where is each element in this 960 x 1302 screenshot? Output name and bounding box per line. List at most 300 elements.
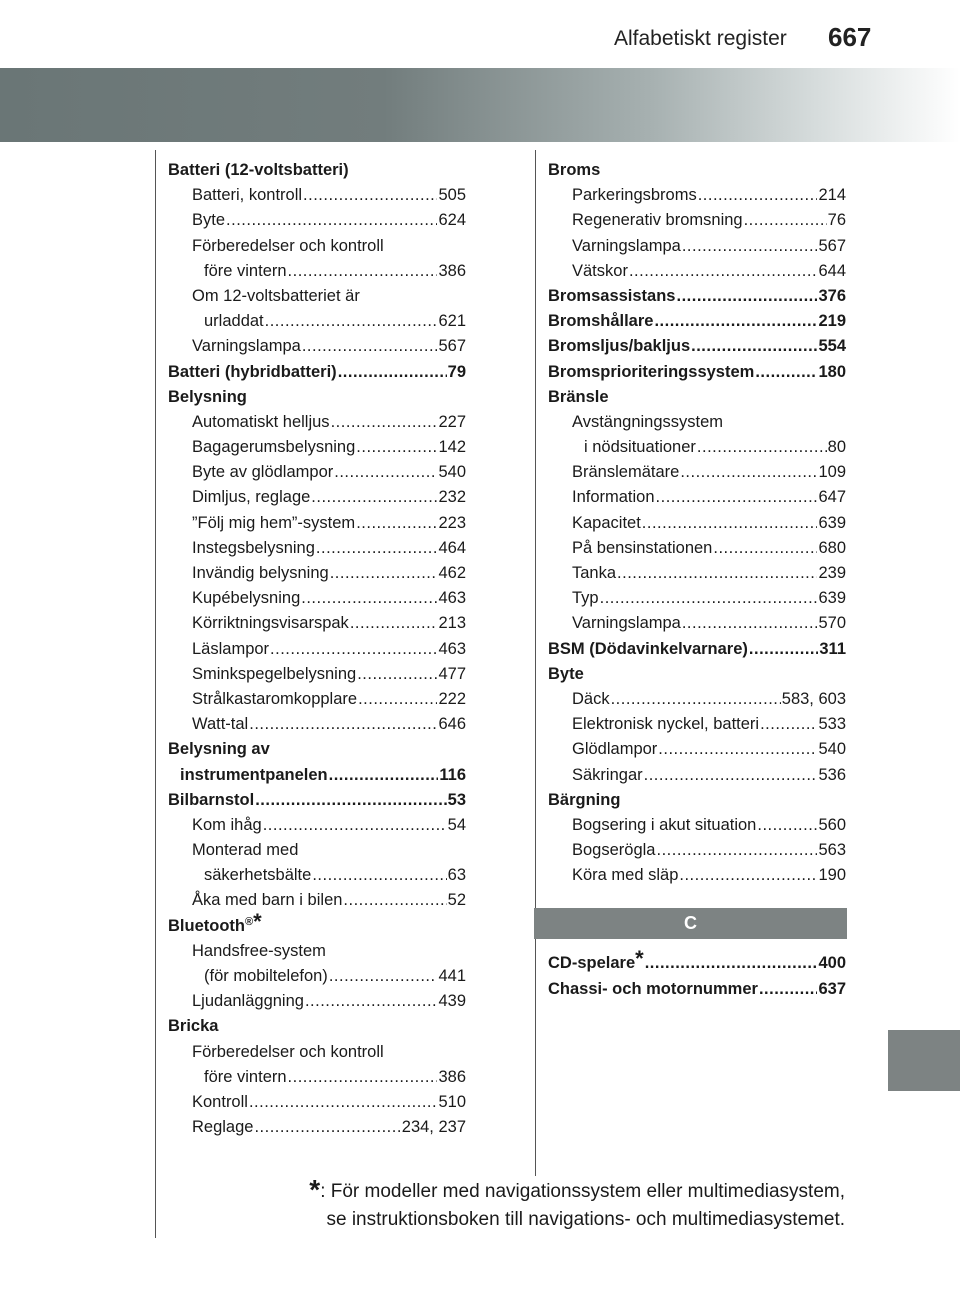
- dot-leader: [698, 183, 818, 208]
- index-entry[interactable]: [168, 964, 466, 989]
- page-reference[interactable]: 76: [827, 211, 846, 230]
- index-entry[interactable]: [548, 183, 846, 208]
- entry-term-text: Sminkspegelbelysning: [192, 664, 357, 683]
- page-reference[interactable]: 639: [818, 589, 846, 608]
- index-entry[interactable]: [168, 687, 466, 712]
- page-reference[interactable]: 239: [818, 564, 846, 582]
- entry-term-text: Typ: [572, 589, 599, 608]
- dot-leader: [263, 813, 447, 838]
- page-reference[interactable]: 680: [818, 538, 846, 557]
- dot-leader: [343, 888, 446, 913]
- entry-term: [192, 334, 301, 359]
- dot-leader: [358, 687, 437, 712]
- entry-term-text: Förberedelser och kontroll: [192, 1042, 384, 1061]
- index-entry[interactable]: [548, 712, 846, 737]
- entry-term-text: Ljudanläggning: [192, 992, 304, 1011]
- dot-leader: [301, 586, 437, 611]
- entry-term: [192, 536, 315, 561]
- page-reference[interactable]: 477: [438, 664, 466, 683]
- entry-term-text: Bluetooth: [168, 916, 245, 935]
- index-entry[interactable]: [168, 309, 466, 334]
- entry-term-text: Bricka: [168, 1017, 219, 1036]
- index-entry[interactable]: [548, 561, 846, 586]
- entry-term: [192, 813, 262, 838]
- page-reference[interactable]: 222: [438, 689, 466, 708]
- footnote-line-1: : För modeller med navigationssystem eller multimediasystem,: [320, 1181, 845, 1202]
- page-reference[interactable]: 400: [818, 954, 846, 973]
- index-entry[interactable]: [168, 460, 466, 485]
- index-entry[interactable]: [548, 946, 846, 976]
- entry-term-text: Parkeringsbroms: [572, 186, 697, 205]
- dot-leader: [270, 637, 437, 662]
- dot-leader: [644, 763, 818, 788]
- index-entry[interactable]: [168, 611, 466, 636]
- index-entry[interactable]: [168, 208, 466, 233]
- page-reference[interactable]: 560: [818, 815, 846, 834]
- index-entry[interactable]: [548, 158, 846, 183]
- dot-leader: [680, 460, 817, 485]
- entry-term: [572, 863, 678, 888]
- index-entry[interactable]: [548, 435, 846, 460]
- entry-term: [192, 989, 304, 1014]
- entry-term-text: Batteri (hybridbatteri): [168, 362, 337, 381]
- entry-term: [204, 1065, 287, 1090]
- dot-leader: [249, 712, 437, 737]
- page-reference[interactable]: 311: [819, 639, 846, 658]
- page-reference[interactable]: 540: [438, 463, 466, 482]
- page-reference[interactable]: 463: [438, 639, 466, 658]
- page-reference[interactable]: 510: [438, 1092, 466, 1111]
- footnote-star: *: [253, 908, 262, 934]
- entry-term: [192, 662, 356, 687]
- index-entry[interactable]: [548, 284, 846, 309]
- entry-term-text: Batteri, kontroll: [192, 186, 303, 205]
- index-entry[interactable]: [168, 385, 466, 410]
- entry-term-text: Instegsbelysning: [192, 538, 315, 557]
- entry-term: [192, 561, 329, 586]
- entry-term-text: i nödsituationer: [584, 438, 696, 457]
- entry-term-text: Tanka: [572, 564, 617, 582]
- entry-term-text: Monterad med: [192, 841, 299, 860]
- entry-term-text: Reglage: [192, 1118, 254, 1137]
- dot-leader: [338, 360, 447, 385]
- index-entry[interactable]: [548, 460, 846, 485]
- entry-term-text: Information: [572, 488, 655, 507]
- page-reference[interactable]: 644: [818, 261, 846, 280]
- entry-term: [572, 712, 759, 737]
- entry-term-text: före vintern: [204, 1067, 287, 1086]
- page-reference[interactable]: 234, 237: [401, 1118, 466, 1137]
- entry-term-text: Varningslampa: [572, 614, 681, 633]
- index-entry[interactable]: [548, 485, 846, 510]
- index-entry[interactable]: [548, 838, 846, 863]
- index-entry[interactable]: [168, 561, 466, 586]
- dot-leader: [676, 284, 817, 309]
- index-entry[interactable]: [168, 888, 466, 913]
- page-reference[interactable]: 386: [438, 1067, 466, 1086]
- index-entry[interactable]: [168, 485, 466, 510]
- chapter-tab: [888, 1030, 960, 1091]
- dot-leader: [611, 687, 781, 712]
- index-entry[interactable]: [168, 586, 466, 611]
- entry-term-text: Varningslampa: [192, 337, 301, 356]
- page-reference[interactable]: 376: [818, 286, 846, 305]
- entry-term-text: Vätskor: [572, 261, 628, 280]
- index-entry[interactable]: [168, 662, 466, 687]
- left-divider: [155, 150, 156, 1238]
- entry-term-text: Kupébelysning: [192, 589, 301, 608]
- dot-leader: [679, 863, 817, 888]
- dot-leader: [600, 586, 818, 611]
- dot-leader: [249, 1090, 438, 1115]
- entry-term: [168, 1014, 218, 1039]
- page-reference[interactable]: 227: [438, 412, 466, 431]
- index-entry[interactable]: [168, 989, 466, 1014]
- dot-leader: [303, 183, 437, 208]
- entry-term: [572, 611, 681, 636]
- page-reference[interactable]: 223: [438, 513, 466, 532]
- entry-term-text: (för mobiltelefon): [204, 967, 328, 985]
- dot-leader: [356, 435, 437, 460]
- entry-term: [572, 813, 756, 838]
- index-entry[interactable]: [548, 208, 846, 233]
- dot-leader: [312, 863, 446, 888]
- dot-leader: [744, 208, 827, 233]
- page-reference[interactable]: 52: [447, 891, 466, 910]
- entry-term: [192, 637, 269, 662]
- index-entry[interactable]: [168, 1014, 466, 1039]
- dot-leader: [629, 259, 818, 284]
- entry-term-text: Däck: [572, 689, 610, 708]
- index-entry[interactable]: [168, 712, 466, 737]
- page-reference[interactable]: 463: [438, 589, 466, 608]
- index-entry[interactable]: [548, 977, 846, 1002]
- dot-leader: [682, 611, 818, 636]
- dot-leader: [656, 838, 817, 863]
- dot-leader: [654, 309, 817, 334]
- dot-leader: [656, 485, 818, 510]
- index-entry[interactable]: [548, 637, 846, 662]
- entry-term: [548, 946, 644, 976]
- entry-term: [180, 763, 328, 788]
- entry-term: [204, 863, 311, 888]
- entry-term-text: Broms: [548, 161, 601, 179]
- entry-term-text: Bromsprioriteringssystem: [548, 362, 755, 381]
- entry-term-text: Bromsassistans: [548, 286, 676, 305]
- registered-mark: ®: [244, 915, 254, 928]
- entry-term: [572, 561, 616, 586]
- entry-term: [572, 687, 610, 712]
- page-reference[interactable]: 639: [818, 513, 846, 532]
- page-reference[interactable]: 439: [438, 992, 466, 1011]
- entry-term: [204, 309, 264, 334]
- dot-leader: [255, 788, 446, 813]
- entry-term: [192, 208, 225, 233]
- index-entry[interactable]: [168, 763, 466, 788]
- entry-term: [572, 183, 697, 208]
- index-entry[interactable]: [168, 183, 466, 208]
- entry-term: [548, 284, 675, 309]
- index-entry[interactable]: [168, 863, 466, 888]
- index-entry[interactable]: [168, 536, 466, 561]
- entry-term: [572, 460, 679, 485]
- page-reference[interactable]: 386: [438, 261, 466, 280]
- entry-term-text: Om 12-voltsbatteriet är: [192, 286, 360, 305]
- entry-term: [572, 234, 681, 259]
- entry-term-text: instrumentpanelen: [180, 765, 328, 784]
- page-reference[interactable]: 647: [818, 488, 846, 507]
- entry-term: [192, 888, 342, 913]
- index-entry[interactable]: [168, 1090, 466, 1115]
- index-entry[interactable]: [548, 334, 846, 359]
- page-reference[interactable]: 53: [447, 790, 466, 809]
- index-entry[interactable]: [168, 637, 466, 662]
- entry-term: [192, 838, 298, 863]
- entry-term-text: Invändig belysning: [192, 564, 329, 582]
- page-reference[interactable]: 213: [438, 614, 466, 633]
- index-entry[interactable]: [168, 334, 466, 359]
- page-reference[interactable]: 540: [818, 740, 846, 759]
- index-entry[interactable]: [168, 511, 466, 536]
- dot-leader: [302, 334, 438, 359]
- entry-term: [572, 586, 599, 611]
- dot-leader: [749, 637, 818, 662]
- index-entry[interactable]: [548, 511, 846, 536]
- index-column-left: [168, 158, 466, 1140]
- page-reference[interactable]: 63: [447, 866, 466, 885]
- page-number: 667: [828, 22, 872, 52]
- index-entry[interactable]: [548, 309, 846, 334]
- dot-leader: [757, 813, 817, 838]
- entry-term: [572, 259, 628, 284]
- index-column-right: [548, 158, 846, 1002]
- dot-leader: [755, 360, 817, 385]
- page-reference[interactable]: 646: [438, 715, 466, 734]
- entry-term-text: Elektronisk nyckel, batteri: [572, 715, 760, 734]
- index-entry[interactable]: [548, 410, 846, 435]
- dot-leader: [331, 410, 438, 435]
- dot-leader: [288, 259, 438, 284]
- entry-term-text: Byte av glödlampor: [192, 463, 334, 482]
- index-entry[interactable]: [168, 813, 466, 838]
- entry-term-text: Automatiskt helljus: [192, 412, 330, 431]
- top-banner: [0, 68, 960, 142]
- entry-term-text: Bogserögla: [572, 841, 656, 860]
- entry-term: [548, 637, 748, 662]
- dot-leader: [645, 951, 818, 976]
- entry-term-text: Bränslemätare: [572, 463, 680, 482]
- entry-term: [572, 763, 643, 788]
- entry-term: [548, 360, 754, 385]
- page-reference[interactable]: 536: [818, 765, 846, 784]
- entry-term: [168, 788, 254, 813]
- index-entry[interactable]: [548, 662, 846, 687]
- page-reference[interactable]: 583, 603: [781, 689, 846, 708]
- index-entry[interactable]: [168, 284, 466, 309]
- entry-term-text: Byte: [192, 211, 226, 230]
- entry-term: [204, 964, 328, 989]
- entry-term-text: Varningslampa: [572, 236, 681, 255]
- dot-leader: [334, 460, 437, 485]
- entry-term-text: Strålkastaromkopplare: [192, 689, 358, 708]
- entry-term: [192, 410, 330, 435]
- index-entry[interactable]: [548, 863, 846, 888]
- entry-term-text: urladdat: [204, 312, 264, 331]
- index-entry[interactable]: [168, 1040, 466, 1065]
- dot-leader: [288, 1065, 438, 1090]
- dot-leader: [350, 611, 438, 636]
- page-reference[interactable]: 563: [818, 841, 846, 860]
- entry-term-text: Bränsle: [548, 387, 609, 406]
- page-reference[interactable]: 554: [818, 337, 846, 356]
- footnote: [255, 1176, 845, 1234]
- entry-term: [548, 977, 758, 1002]
- index-entry[interactable]: [168, 1115, 466, 1140]
- index-entry[interactable]: [168, 234, 466, 259]
- page-reference[interactable]: 232: [438, 488, 466, 507]
- entry-term: [572, 838, 655, 863]
- entry-term: [192, 611, 349, 636]
- entry-term: [192, 1090, 248, 1115]
- entry-term-text: Bilbarnstol: [168, 790, 255, 809]
- entry-term-text: Batteri (12-voltsbatteri): [168, 161, 349, 179]
- footnote-star: *: [635, 946, 644, 972]
- index-entry[interactable]: [548, 259, 846, 284]
- entry-term: [192, 939, 326, 964]
- entry-term-text: Åka med barn i bilen: [192, 891, 343, 910]
- entry-term: [192, 1115, 253, 1140]
- index-entry[interactable]: [168, 158, 466, 183]
- index-entry[interactable]: [168, 908, 466, 939]
- index-entry[interactable]: [168, 838, 466, 863]
- index-entry[interactable]: [548, 763, 846, 788]
- page-reference[interactable]: 462: [438, 564, 466, 582]
- entry-term: [192, 183, 302, 208]
- index-entry[interactable]: [548, 360, 846, 385]
- index-entry[interactable]: [548, 586, 846, 611]
- entry-term: [548, 158, 600, 183]
- entry-term-text: Chassi- och motornummer: [548, 979, 758, 998]
- entry-term-text: Belysning: [168, 387, 247, 406]
- index-entry[interactable]: [168, 259, 466, 284]
- dot-leader: [697, 435, 827, 460]
- page-reference[interactable]: 637: [818, 979, 846, 998]
- entry-term: [572, 511, 641, 536]
- index-entry[interactable]: [548, 788, 846, 813]
- page-reference[interactable]: 109: [818, 463, 846, 482]
- entry-term: [548, 788, 620, 813]
- page-reference[interactable]: 80: [827, 438, 846, 457]
- entry-term-text: Körriktningsvisarspak: [192, 614, 349, 633]
- page-reference[interactable]: 570: [818, 614, 846, 633]
- entry-term: [572, 410, 723, 435]
- index-entry[interactable]: [548, 385, 846, 410]
- dot-leader: [642, 511, 818, 536]
- column-divider: [535, 150, 536, 1176]
- entry-term-text: ”Följ mig hem”-system: [192, 513, 356, 532]
- dot-leader: [713, 536, 817, 561]
- entry-term: [168, 158, 349, 183]
- dot-leader: [305, 989, 438, 1014]
- letter-heading: C: [534, 908, 847, 939]
- entry-term: [548, 385, 609, 410]
- entry-term-text: Läslampor: [192, 639, 270, 658]
- entry-term: [584, 435, 696, 460]
- index-entry[interactable]: [548, 737, 846, 762]
- index-entry[interactable]: [548, 536, 846, 561]
- dot-leader: [759, 977, 818, 1002]
- entry-term: [168, 385, 247, 410]
- entry-term: [192, 460, 333, 485]
- page-reference[interactable]: 441: [438, 967, 466, 985]
- dot-leader: [226, 208, 437, 233]
- entry-term-text: På bensinstationen: [572, 538, 713, 557]
- index-entry[interactable]: [548, 234, 846, 259]
- dot-leader: [329, 964, 438, 989]
- page-reference[interactable]: 505: [438, 186, 466, 205]
- page-reference[interactable]: 79: [447, 362, 466, 381]
- index-entry[interactable]: [168, 360, 466, 385]
- entry-term-text: Avstängningssystem: [572, 412, 724, 431]
- index-entry[interactable]: [548, 813, 846, 838]
- index-entry[interactable]: [548, 611, 846, 636]
- dot-leader: [356, 511, 437, 536]
- entry-term-text: Glödlampor: [572, 740, 658, 759]
- page-reference[interactable]: 219: [818, 312, 846, 331]
- index-entry[interactable]: [168, 435, 466, 460]
- entry-term: [192, 234, 384, 259]
- page-reference[interactable]: 621: [438, 312, 466, 331]
- page-reference[interactable]: 180: [818, 362, 846, 381]
- entry-term: [192, 511, 355, 536]
- page-reference[interactable]: 54: [447, 815, 466, 834]
- entry-term-text: Byte: [548, 664, 584, 683]
- entry-term-text: Bagagerumsbelysning: [192, 438, 356, 457]
- index-entry[interactable]: [168, 788, 466, 813]
- page-reference[interactable]: 533: [818, 715, 846, 734]
- entry-term: [192, 586, 300, 611]
- index-entry[interactable]: [168, 939, 466, 964]
- entry-term: [548, 309, 653, 334]
- page-reference[interactable]: 190: [818, 866, 846, 885]
- page-reference[interactable]: 567: [818, 236, 846, 255]
- entry-term-text: BSM (Dödavinkelvarnare): [548, 639, 748, 658]
- entry-term-text: Bromsljus/bakljus: [548, 337, 691, 356]
- entry-term-text: Köra med släp: [572, 866, 679, 885]
- index-entry[interactable]: [168, 1065, 466, 1090]
- page-reference[interactable]: 567: [438, 337, 466, 356]
- index-entry[interactable]: [168, 410, 466, 435]
- entry-term-text: Handsfree-system: [192, 941, 326, 960]
- entry-term-text: Belysning av: [168, 740, 270, 759]
- page-reference[interactable]: 624: [438, 211, 466, 230]
- dot-leader: [330, 561, 438, 586]
- dot-leader: [254, 1115, 400, 1140]
- page-reference[interactable]: 214: [818, 186, 846, 205]
- entry-term: [168, 908, 262, 939]
- index-entry[interactable]: [548, 687, 846, 712]
- page-reference[interactable]: 464: [438, 538, 466, 557]
- entry-term-text: Bromshållare: [548, 312, 654, 331]
- page-reference[interactable]: 116: [439, 765, 466, 784]
- index-entry[interactable]: [168, 737, 466, 762]
- entry-term-text: säkerhetsbälte: [204, 866, 312, 885]
- page-reference[interactable]: 142: [438, 438, 466, 457]
- dot-leader: [682, 234, 818, 259]
- entry-term: [548, 662, 584, 687]
- entry-term-text: Säkringar: [572, 765, 643, 784]
- dot-leader: [691, 334, 817, 359]
